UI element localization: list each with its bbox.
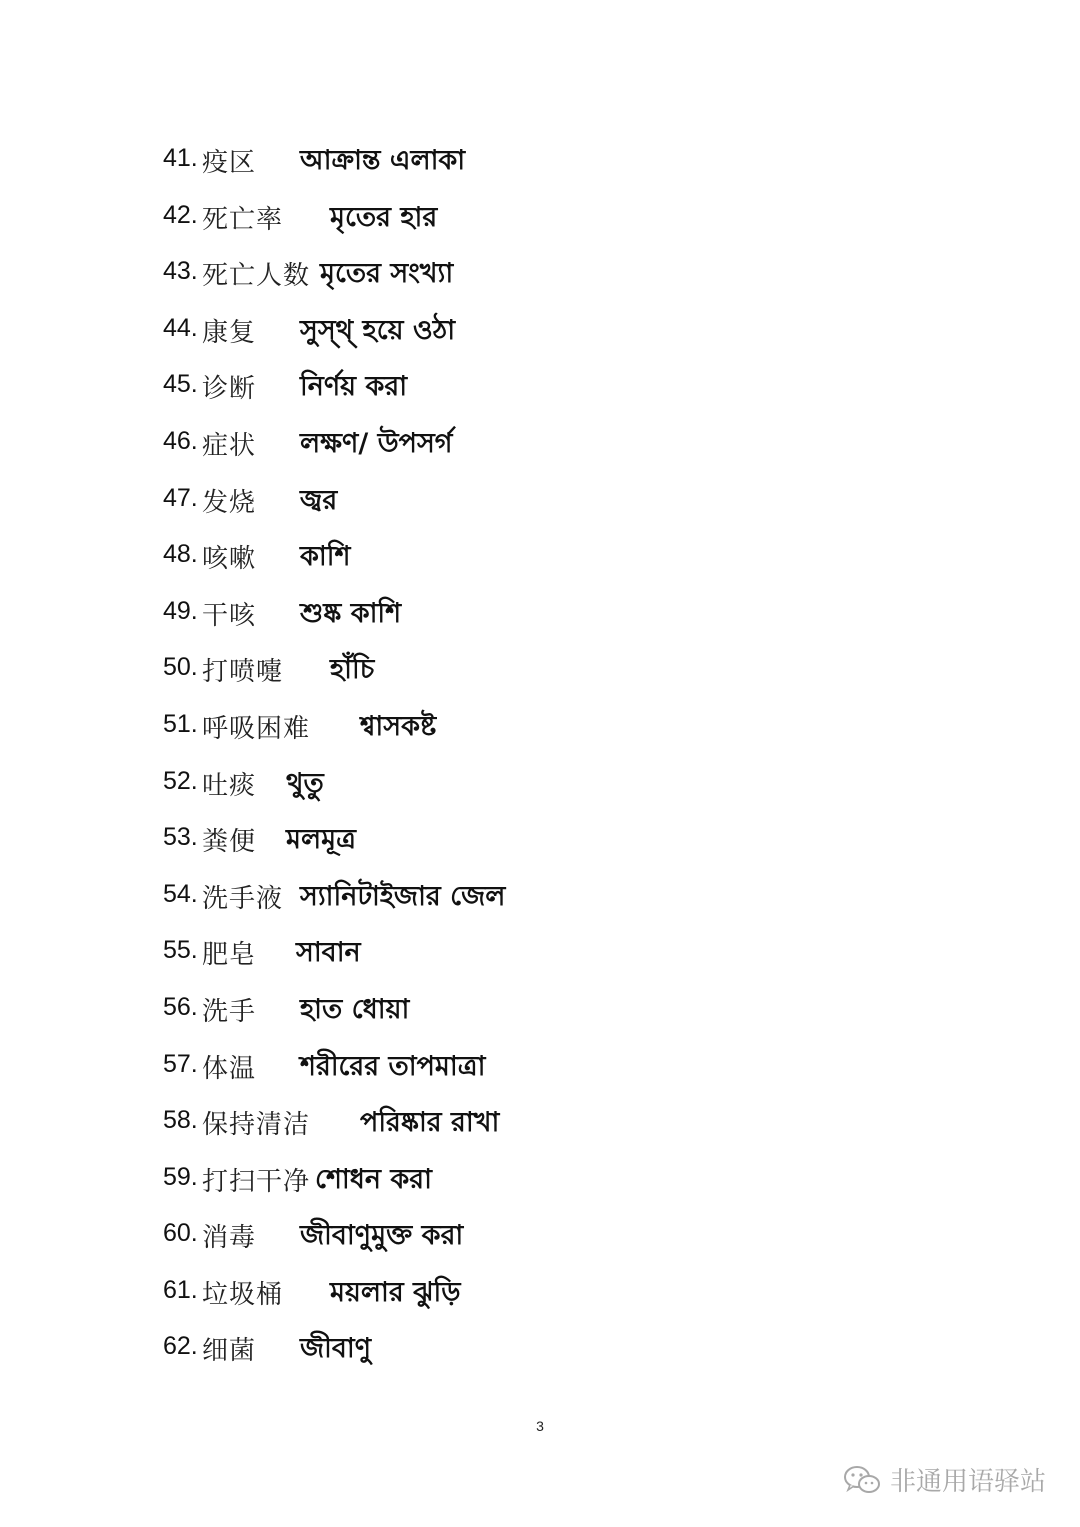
list-item — [163, 817, 963, 874]
list-item — [163, 138, 963, 195]
bengali-term: মৃতের হার — [330, 201, 438, 233]
list-item — [163, 421, 963, 478]
entry-number: 52. — [163, 766, 198, 795]
list-item — [163, 1213, 963, 1270]
list-item — [163, 704, 963, 761]
bengali-term: সুস্থ্ হয়ে ওঠা — [300, 314, 456, 346]
chinese-term: 诊断 — [202, 374, 257, 405]
entry-number: 60. — [163, 1219, 198, 1248]
bengali-term: মৃতের সংখ্যা — [320, 258, 454, 290]
entry-number: 62. — [163, 1332, 198, 1361]
bengali-term: সাবান — [296, 937, 361, 969]
list-item — [163, 987, 963, 1044]
wechat-icon — [842, 1464, 882, 1496]
list-item — [163, 534, 963, 591]
list-item — [163, 1157, 963, 1214]
chinese-term: 死亡人数 — [202, 261, 311, 292]
list-item — [163, 478, 963, 535]
watermark — [842, 1461, 1046, 1498]
chinese-term: 粪便 — [202, 827, 257, 858]
list-item — [163, 591, 963, 648]
entry-number: 53. — [163, 823, 198, 852]
list-item — [163, 308, 963, 365]
entry-number: 45. — [163, 370, 198, 399]
list-item — [163, 1044, 963, 1101]
chinese-term: 保持清洁 — [202, 1110, 311, 1141]
watermark-text: 非通用语驿站 — [889, 1467, 1046, 1497]
bengali-term: পরিষ্কার রাখা — [360, 1107, 500, 1139]
bengali-term: জীবাণুমুক্ত করা — [300, 1220, 464, 1252]
chinese-term: 症状 — [202, 430, 257, 461]
bengali-term: জীবাণু — [300, 1333, 372, 1365]
bengali-term: ময়লার ঝুড়ি — [330, 1276, 461, 1308]
chinese-term: 洗手 — [202, 996, 257, 1027]
entry-number: 56. — [163, 992, 198, 1021]
bengali-term: শ্বাসকষ্ট — [360, 710, 437, 742]
entry-number: 61. — [163, 1275, 198, 1304]
entry-number: 54. — [163, 879, 198, 908]
page-number: 3 — [536, 1418, 544, 1434]
entry-number: 42. — [163, 200, 198, 229]
chinese-term: 疫区 — [202, 148, 257, 178]
bengali-term: শুষ্ক কাশি — [300, 597, 402, 629]
list-item — [163, 1100, 963, 1157]
entry-number: 58. — [163, 1106, 198, 1135]
bengali-term: স্যানিটাইজার জেল — [300, 880, 506, 912]
list-item — [163, 1326, 963, 1383]
bengali-term: শরীরের তাপমাত্রা — [300, 1050, 486, 1082]
entry-number: 59. — [163, 1162, 198, 1191]
chinese-term: 死亡率 — [202, 204, 284, 235]
bengali-term: হাঁচি — [330, 654, 375, 686]
chinese-term: 发烧 — [202, 487, 257, 518]
chinese-term: 吐痰 — [202, 770, 257, 801]
chinese-term: 康复 — [202, 317, 257, 348]
entry-number: 57. — [163, 1049, 198, 1078]
entry-number: 50. — [163, 653, 198, 682]
list-item — [163, 1270, 963, 1327]
bengali-term: মলমূত্র — [286, 824, 356, 856]
entry-number: 41. — [163, 144, 198, 172]
list-item — [163, 930, 963, 987]
entry-number: 48. — [163, 540, 198, 569]
list-item — [163, 195, 963, 252]
bengali-term: নির্ণয় করা — [300, 371, 408, 403]
chinese-term: 垃圾桶 — [202, 1279, 284, 1310]
list-item — [163, 761, 963, 818]
bengali-term: হাত ধোয়া — [300, 993, 410, 1025]
chinese-term: 细菌 — [202, 1336, 257, 1367]
entry-number: 44. — [163, 313, 198, 342]
entry-number: 46. — [163, 426, 198, 455]
vocabulary-list — [163, 138, 963, 1383]
bengali-term: কাশি — [300, 541, 351, 573]
list-item — [163, 647, 963, 704]
list-item — [163, 251, 963, 308]
chinese-term: 呼吸困难 — [202, 713, 311, 744]
list-item — [163, 364, 963, 421]
chinese-term: 体温 — [202, 1053, 257, 1084]
bengali-term: থুতু — [286, 767, 324, 799]
chinese-term: 肥皂 — [202, 940, 257, 971]
entry-number: 51. — [163, 709, 198, 738]
chinese-term: 咳嗽 — [202, 544, 257, 575]
chinese-term: 打扫干净 — [202, 1166, 311, 1197]
bengali-term: শোধন করা — [315, 1163, 432, 1195]
bengali-term: আক্রান্ত এলাকা — [300, 145, 466, 176]
chinese-term: 打喷嚏 — [202, 657, 284, 688]
chinese-term: 消毒 — [202, 1223, 257, 1254]
entry-number: 49. — [163, 596, 198, 625]
entry-number: 43. — [163, 257, 198, 286]
chinese-term: 干咳 — [202, 600, 257, 631]
bengali-term: লক্ষণ/ উপসর্গ — [300, 427, 453, 459]
list-item — [163, 874, 963, 931]
chinese-term: 洗手液 — [202, 883, 284, 914]
entry-number: 47. — [163, 483, 198, 512]
bengali-term: জ্বর — [300, 484, 338, 516]
entry-number: 55. — [163, 936, 198, 965]
